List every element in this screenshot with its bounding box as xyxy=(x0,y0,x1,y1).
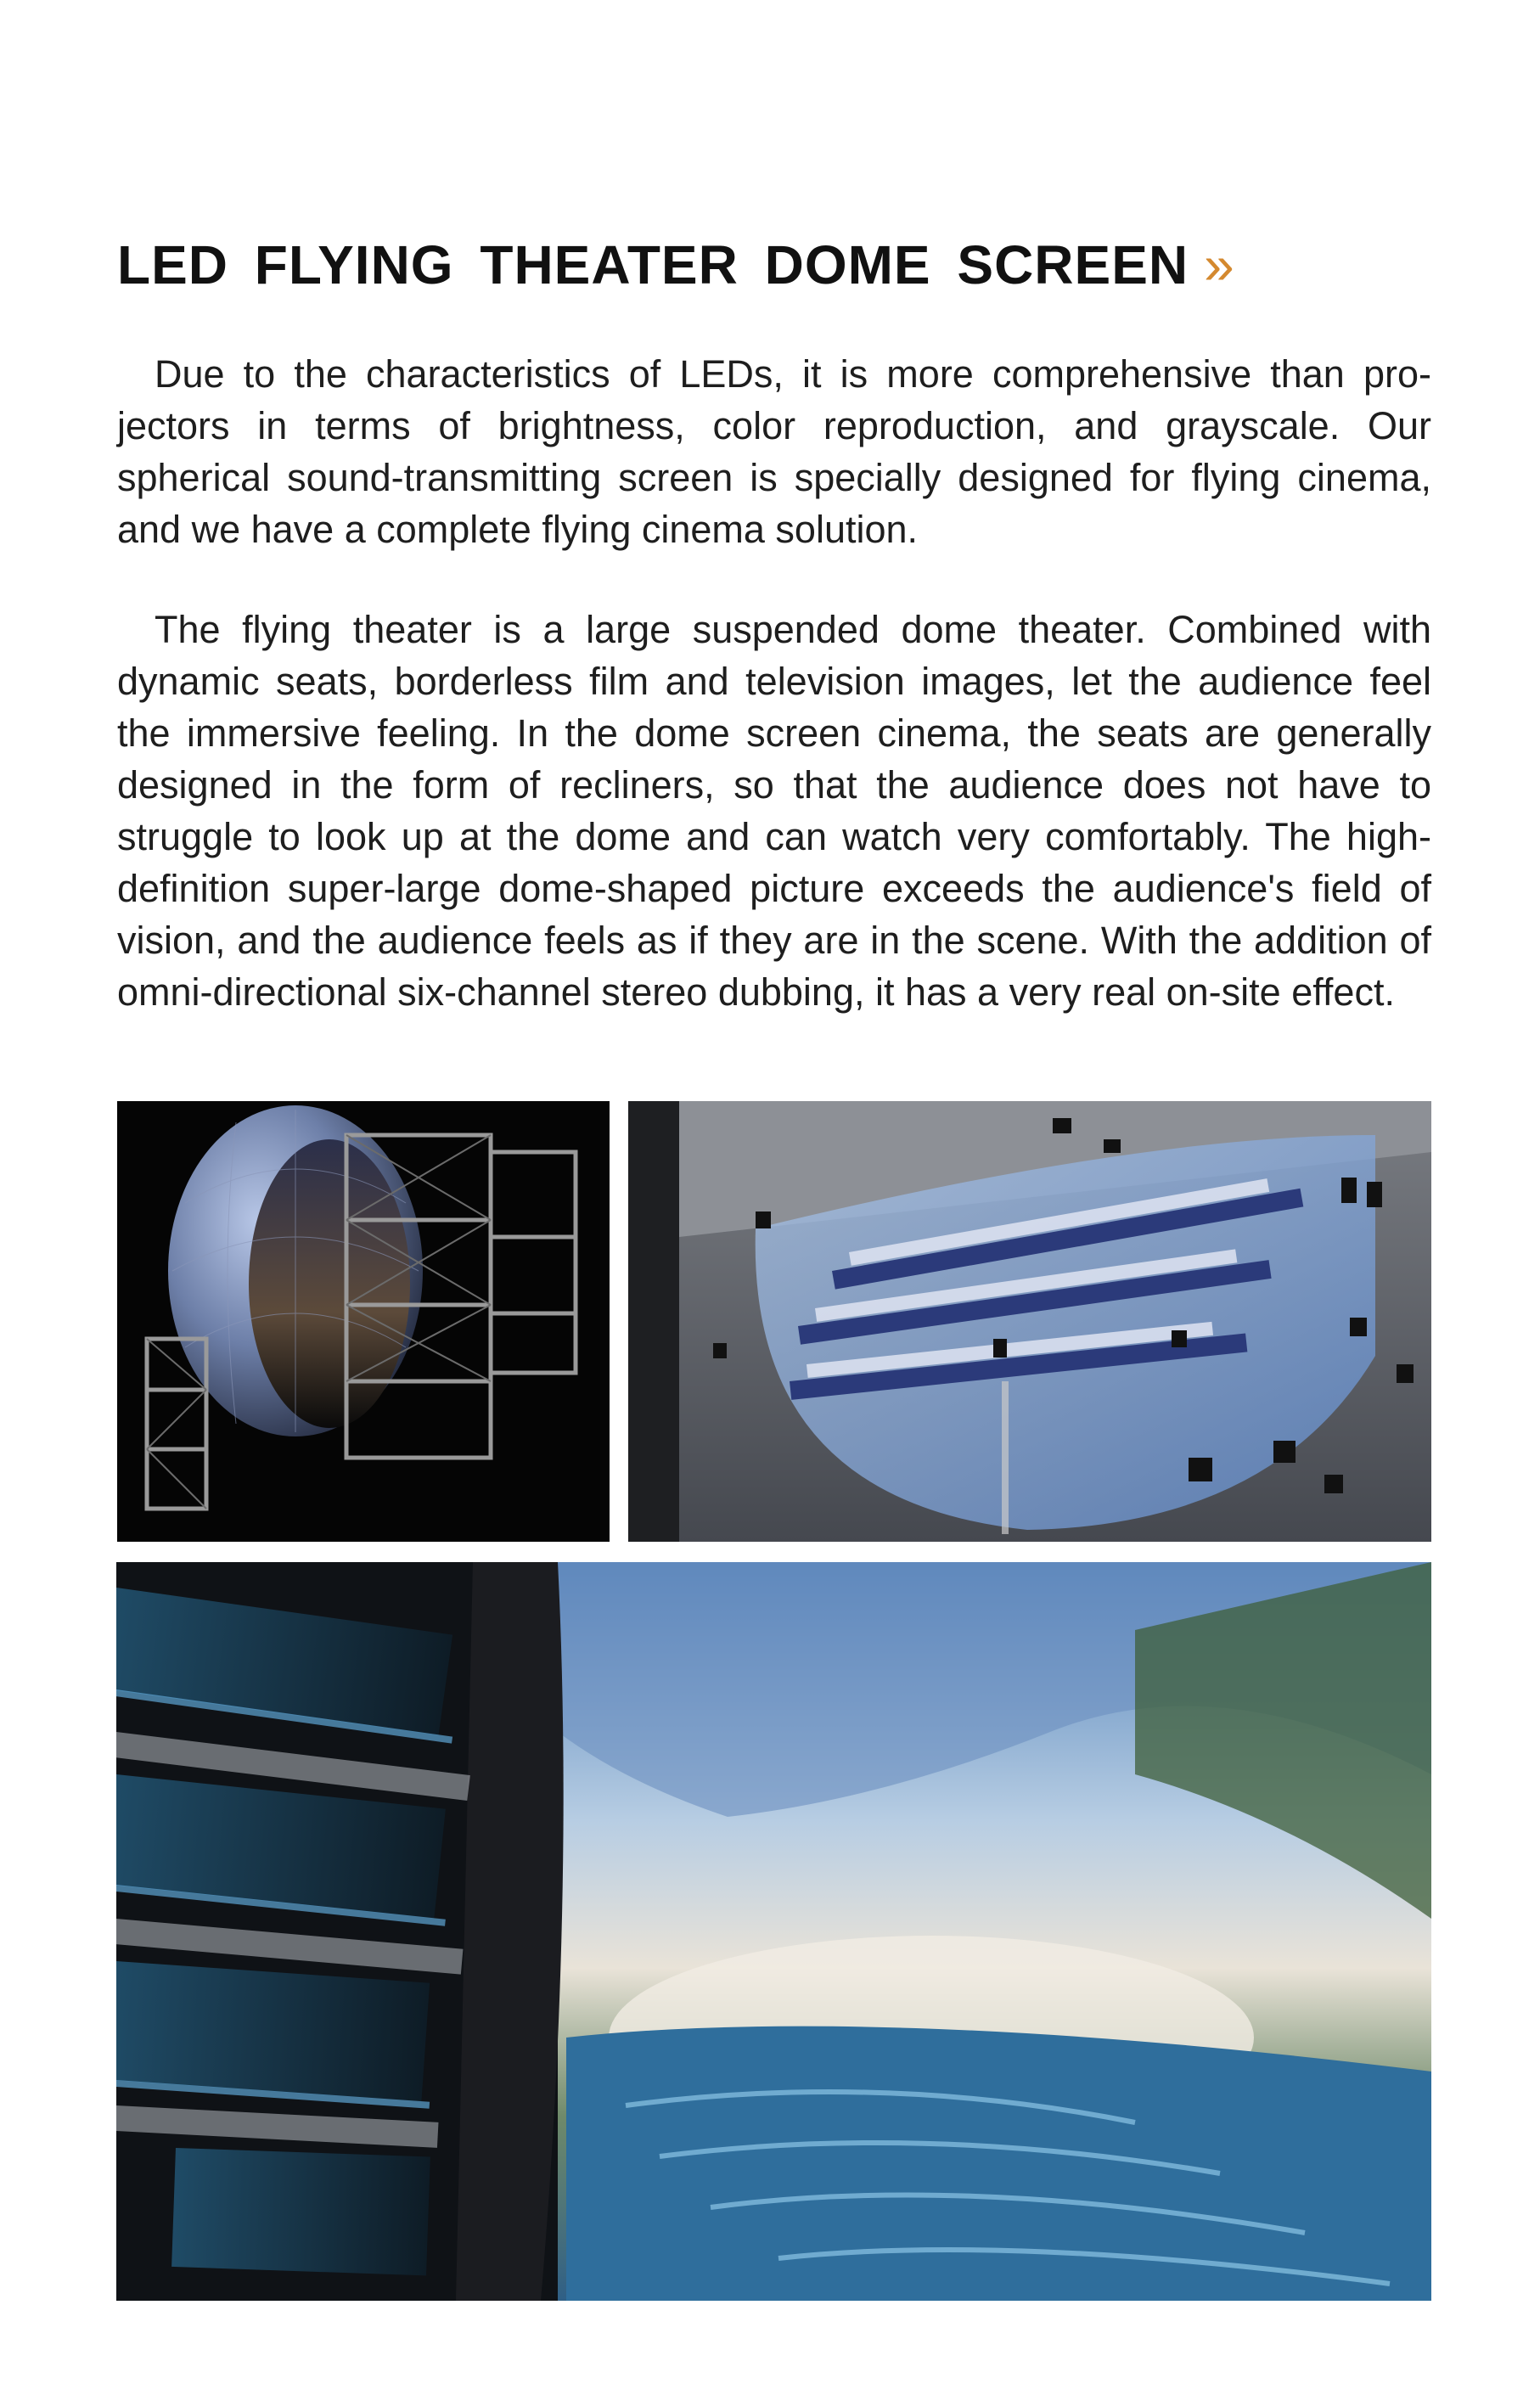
description-paragraph: The flying theater is a large suspended dome theater. Combined with dynamic seats, borderless film and television images, let the audience feel the immersive feeling. In the dome screen cinema, the seats are generally designed in the form of recliners, so that the audience does not have to struggle to look up at the dome and can watch very comfortably. The high-definition super-large dome-shaped picture exceeds the audience's field of vision, and the audience feels as if they are in the scene. With the addition of omni-directional six-channel stereo dubbing, it has a very real on-site effect. xyxy=(117,608,1431,1014)
title-text: LED FLYING THEATER DOME SCREEN xyxy=(117,234,1189,295)
double-chevron-icon: » xyxy=(1204,234,1228,295)
dome-truss-structure-photo xyxy=(117,1101,610,1542)
page-title xyxy=(117,234,1442,295)
theater-cross-section-render xyxy=(628,1101,1431,1542)
flying-theater-interior-photo xyxy=(116,1562,1431,2301)
intro-paragraph: Due to the characteristics of LEDs, it is more comprehensive than projectors in terms of brightness, color reproduction, and grayscale. Our spherical sound-transmitting screen is specially designed for flying cinema, and we have a complete flying cinema solution. xyxy=(117,352,1431,551)
